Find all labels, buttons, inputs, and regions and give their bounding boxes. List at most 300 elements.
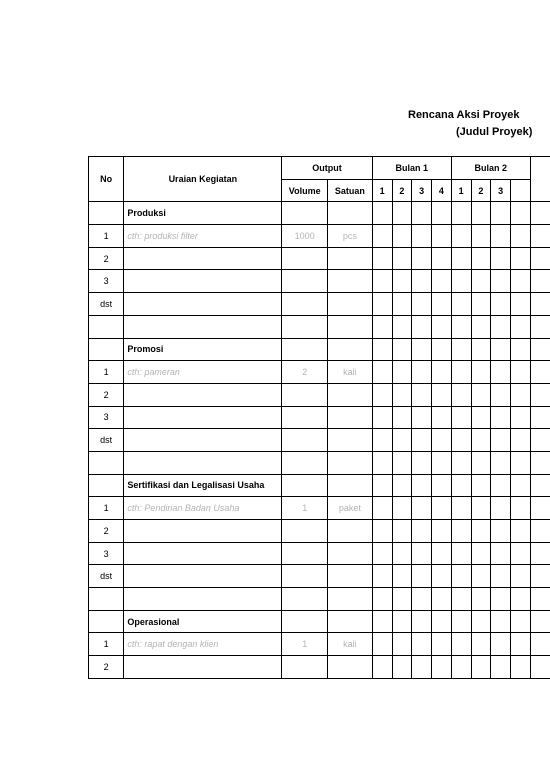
uraian-cell[interactable]	[124, 247, 282, 270]
schedule-cell[interactable]	[412, 315, 432, 338]
title-line-1: Rencana Aksi Proyek	[408, 109, 520, 121]
volume-cell[interactable]	[282, 315, 328, 338]
schedule-cell[interactable]	[491, 315, 511, 338]
spacer-row	[89, 315, 550, 338]
table-row	[89, 656, 550, 679]
table-header	[89, 157, 550, 202]
schedule-cell[interactable]	[471, 361, 491, 384]
no-cell[interactable]	[89, 338, 124, 361]
schedule-cell[interactable]	[412, 406, 432, 429]
schedule-cell[interactable]	[471, 633, 491, 656]
schedule-cell[interactable]	[412, 270, 432, 293]
schedule-cell[interactable]	[432, 542, 452, 565]
schedule-cell[interactable]	[471, 542, 491, 565]
schedule-cell[interactable]	[530, 542, 550, 565]
row-number: 2	[89, 383, 124, 406]
schedule-cell[interactable]	[471, 202, 491, 225]
row-number: 2	[89, 520, 124, 543]
schedule-cell[interactable]	[530, 293, 550, 316]
schedule-cell[interactable]	[491, 383, 511, 406]
schedule-cell[interactable]	[491, 293, 511, 316]
satuan-cell[interactable]	[328, 656, 373, 679]
schedule-cell[interactable]	[511, 315, 531, 338]
header-bulan-2: Bulan 2	[451, 157, 530, 180]
schedule-cell[interactable]	[530, 451, 550, 474]
schedule-cell[interactable]	[412, 542, 432, 565]
satuan-cell[interactable]	[328, 520, 373, 543]
schedule-cell[interactable]	[392, 406, 412, 429]
schedule-cell[interactable]	[511, 383, 531, 406]
schedule-cell[interactable]	[412, 247, 432, 270]
schedule-cell[interactable]	[511, 202, 531, 225]
satuan-cell[interactable]	[328, 451, 373, 474]
uraian-cell[interactable]	[124, 565, 282, 588]
schedule-cell[interactable]	[412, 497, 432, 520]
schedule-cell[interactable]	[412, 474, 432, 497]
schedule-cell[interactable]	[530, 383, 550, 406]
schedule-cell[interactable]	[392, 610, 412, 633]
header-satuan: Satuan	[328, 179, 373, 202]
schedule-cell[interactable]	[432, 610, 452, 633]
schedule-cell[interactable]	[451, 225, 471, 248]
schedule-cell[interactable]	[471, 406, 491, 429]
schedule-cell[interactable]	[392, 202, 412, 225]
table-row	[89, 542, 550, 565]
schedule-cell[interactable]	[530, 315, 550, 338]
volume-cell[interactable]	[282, 429, 328, 452]
schedule-cell[interactable]	[451, 610, 471, 633]
volume-cell[interactable]	[282, 588, 328, 611]
volume-cell[interactable]	[282, 520, 328, 543]
schedule-cell[interactable]	[372, 565, 392, 588]
schedule-cell[interactable]	[451, 497, 471, 520]
schedule-cell[interactable]	[471, 247, 491, 270]
header-row-1	[89, 157, 550, 180]
satuan-cell[interactable]	[328, 610, 373, 633]
schedule-cell[interactable]	[511, 633, 531, 656]
schedule-cell[interactable]	[451, 656, 471, 679]
satuan-cell[interactable]	[328, 202, 373, 225]
schedule-cell[interactable]	[451, 270, 471, 293]
schedule-cell[interactable]	[372, 633, 392, 656]
schedule-cell[interactable]	[491, 610, 511, 633]
schedule-cell[interactable]	[471, 429, 491, 452]
schedule-cell[interactable]	[432, 429, 452, 452]
row-number: dst	[89, 429, 124, 452]
uraian-cell[interactable]: cth: produksi filter	[124, 225, 282, 248]
volume-cell[interactable]	[282, 270, 328, 293]
schedule-cell[interactable]	[372, 315, 392, 338]
schedule-cell[interactable]	[491, 247, 511, 270]
schedule-cell[interactable]	[392, 315, 412, 338]
schedule-cell[interactable]	[511, 542, 531, 565]
schedule-cell[interactable]	[451, 361, 471, 384]
section-row	[89, 338, 550, 361]
row-number: 1	[89, 497, 124, 520]
no-cell[interactable]	[89, 588, 124, 611]
header-volume: Volume	[282, 179, 328, 202]
schedule-cell[interactable]	[432, 406, 452, 429]
satuan-cell[interactable]	[328, 338, 373, 361]
schedule-cell[interactable]	[372, 656, 392, 679]
schedule-cell[interactable]	[372, 338, 392, 361]
schedule-cell[interactable]	[372, 542, 392, 565]
schedule-cell[interactable]	[392, 565, 412, 588]
schedule-cell[interactable]	[491, 497, 511, 520]
schedule-cell[interactable]	[392, 429, 412, 452]
satuan-cell[interactable]	[328, 565, 373, 588]
header-week: 1	[372, 179, 392, 202]
table-row	[89, 383, 550, 406]
schedule-cell[interactable]	[432, 520, 452, 543]
volume-cell[interactable]	[282, 542, 328, 565]
schedule-cell[interactable]	[372, 610, 392, 633]
schedule-cell[interactable]	[511, 270, 531, 293]
schedule-cell[interactable]	[511, 451, 531, 474]
schedule-cell[interactable]	[471, 656, 491, 679]
volume-cell[interactable]	[282, 565, 328, 588]
volume-cell[interactable]	[282, 247, 328, 270]
schedule-cell[interactable]	[530, 610, 550, 633]
schedule-cell[interactable]	[471, 338, 491, 361]
volume-cell[interactable]: 2	[282, 361, 328, 384]
section-row	[89, 610, 550, 633]
uraian-cell[interactable]	[124, 383, 282, 406]
schedule-cell[interactable]	[392, 247, 412, 270]
volume-cell[interactable]	[282, 406, 328, 429]
schedule-cell[interactable]	[491, 451, 511, 474]
header-bulan-1: Bulan 1	[372, 157, 451, 180]
schedule-cell[interactable]	[511, 225, 531, 248]
schedule-cell[interactable]	[432, 247, 452, 270]
schedule-cell[interactable]	[530, 247, 550, 270]
schedule-cell[interactable]	[432, 565, 452, 588]
satuan-cell[interactable]: kali	[328, 361, 373, 384]
schedule-cell[interactable]	[372, 474, 392, 497]
schedule-cell[interactable]	[491, 429, 511, 452]
schedule-cell[interactable]	[451, 293, 471, 316]
table-row	[89, 225, 550, 248]
table-row	[89, 565, 550, 588]
schedule-cell[interactable]	[471, 474, 491, 497]
uraian-cell[interactable]	[124, 588, 282, 611]
schedule-cell[interactable]	[471, 270, 491, 293]
volume-cell[interactable]	[282, 293, 328, 316]
schedule-cell[interactable]	[432, 361, 452, 384]
table-row	[89, 293, 550, 316]
schedule-cell[interactable]	[432, 225, 452, 248]
uraian-cell[interactable]: cth: pameran	[124, 361, 282, 384]
schedule-cell[interactable]	[530, 633, 550, 656]
schedule-cell[interactable]	[412, 633, 432, 656]
schedule-cell[interactable]	[491, 542, 511, 565]
schedule-cell[interactable]	[471, 588, 491, 611]
schedule-cell[interactable]	[392, 293, 412, 316]
volume-cell[interactable]	[282, 656, 328, 679]
schedule-cell[interactable]	[530, 497, 550, 520]
satuan-cell[interactable]	[328, 315, 373, 338]
satuan-cell[interactable]	[328, 542, 373, 565]
section-title: Sertifikasi dan Legalisasi Usaha	[124, 474, 282, 497]
schedule-cell[interactable]	[392, 588, 412, 611]
satuan-cell[interactable]	[328, 429, 373, 452]
schedule-cell[interactable]	[412, 565, 432, 588]
schedule-cell[interactable]	[372, 497, 392, 520]
schedule-cell[interactable]	[372, 429, 392, 452]
satuan-cell[interactable]	[328, 474, 373, 497]
schedule-cell[interactable]	[432, 656, 452, 679]
uraian-cell[interactable]: cth: rapat dengan klien	[124, 633, 282, 656]
row-number: 3	[89, 406, 124, 429]
section-title: Operasional	[124, 610, 282, 633]
schedule-cell[interactable]	[491, 202, 511, 225]
schedule-cell[interactable]	[471, 383, 491, 406]
uraian-cell[interactable]	[124, 270, 282, 293]
uraian-cell[interactable]	[124, 520, 282, 543]
schedule-cell[interactable]	[511, 497, 531, 520]
schedule-cell[interactable]	[451, 202, 471, 225]
satuan-cell[interactable]: pcs	[328, 225, 373, 248]
schedule-cell[interactable]	[372, 202, 392, 225]
schedule-cell[interactable]	[451, 520, 471, 543]
row-number: dst	[89, 293, 124, 316]
schedule-cell[interactable]	[412, 610, 432, 633]
uraian-cell[interactable]	[124, 451, 282, 474]
schedule-cell[interactable]	[511, 520, 531, 543]
schedule-cell[interactable]	[372, 383, 392, 406]
schedule-cell[interactable]	[451, 474, 471, 497]
schedule-cell[interactable]	[530, 565, 550, 588]
uraian-cell[interactable]	[124, 656, 282, 679]
schedule-cell[interactable]	[451, 338, 471, 361]
schedule-cell[interactable]	[372, 270, 392, 293]
schedule-cell[interactable]	[432, 497, 452, 520]
schedule-cell[interactable]	[432, 293, 452, 316]
satuan-cell[interactable]	[328, 406, 373, 429]
schedule-cell[interactable]	[432, 474, 452, 497]
schedule-cell[interactable]	[511, 247, 531, 270]
schedule-cell[interactable]	[451, 633, 471, 656]
section-title: Promosi	[124, 338, 282, 361]
volume-cell[interactable]	[282, 474, 328, 497]
schedule-cell[interactable]	[530, 429, 550, 452]
schedule-cell[interactable]	[432, 338, 452, 361]
satuan-cell[interactable]	[328, 247, 373, 270]
section-title: Produksi	[124, 202, 282, 225]
schedule-cell[interactable]	[511, 610, 531, 633]
schedule-cell[interactable]	[412, 520, 432, 543]
table-row	[89, 429, 550, 452]
volume-cell[interactable]: 1000	[282, 225, 328, 248]
schedule-cell[interactable]	[372, 225, 392, 248]
schedule-cell[interactable]	[491, 520, 511, 543]
title-line-2: (Judul Proyek)	[456, 126, 533, 138]
schedule-cell[interactable]	[530, 270, 550, 293]
schedule-cell[interactable]	[432, 633, 452, 656]
schedule-cell[interactable]	[451, 383, 471, 406]
schedule-cell[interactable]	[491, 270, 511, 293]
schedule-cell[interactable]	[372, 247, 392, 270]
schedule-cell[interactable]	[412, 429, 432, 452]
schedule-cell[interactable]	[372, 588, 392, 611]
schedule-cell[interactable]	[491, 656, 511, 679]
row-number: 2	[89, 247, 124, 270]
schedule-cell[interactable]	[471, 225, 491, 248]
schedule-cell[interactable]	[372, 520, 392, 543]
schedule-cell[interactable]	[432, 383, 452, 406]
schedule-cell[interactable]	[432, 588, 452, 611]
no-cell[interactable]	[89, 315, 124, 338]
schedule-cell[interactable]	[491, 361, 511, 384]
schedule-cell[interactable]	[372, 293, 392, 316]
schedule-cell[interactable]	[530, 361, 550, 384]
schedule-cell[interactable]	[372, 361, 392, 384]
document-title	[300, 108, 550, 148]
schedule-cell[interactable]	[511, 338, 531, 361]
schedule-cell[interactable]	[432, 451, 452, 474]
header-overflow	[530, 157, 550, 202]
volume-cell[interactable]	[282, 202, 328, 225]
satuan-cell[interactable]: kali	[328, 633, 373, 656]
schedule-cell[interactable]	[491, 474, 511, 497]
schedule-cell[interactable]	[392, 451, 412, 474]
volume-cell[interactable]	[282, 338, 328, 361]
action-plan-table	[88, 156, 550, 679]
table-row	[89, 497, 550, 520]
schedule-cell[interactable]	[412, 338, 432, 361]
schedule-cell[interactable]	[432, 315, 452, 338]
volume-cell[interactable]	[282, 610, 328, 633]
schedule-cell[interactable]	[412, 383, 432, 406]
no-cell[interactable]	[89, 474, 124, 497]
uraian-cell[interactable]	[124, 406, 282, 429]
schedule-cell[interactable]	[491, 588, 511, 611]
schedule-cell[interactable]	[412, 293, 432, 316]
schedule-cell[interactable]	[451, 406, 471, 429]
schedule-cell[interactable]	[392, 656, 412, 679]
schedule-cell[interactable]	[511, 406, 531, 429]
row-number: 1	[89, 225, 124, 248]
schedule-cell[interactable]	[511, 656, 531, 679]
no-cell[interactable]	[89, 451, 124, 474]
table-body	[89, 202, 550, 678]
schedule-cell[interactable]	[412, 656, 432, 679]
schedule-cell[interactable]	[392, 361, 412, 384]
schedule-cell[interactable]	[511, 429, 531, 452]
satuan-cell[interactable]	[328, 383, 373, 406]
schedule-cell[interactable]	[392, 225, 412, 248]
schedule-cell[interactable]	[530, 406, 550, 429]
schedule-cell[interactable]	[491, 633, 511, 656]
schedule-cell[interactable]	[451, 542, 471, 565]
uraian-cell[interactable]	[124, 429, 282, 452]
schedule-cell[interactable]	[471, 520, 491, 543]
schedule-cell[interactable]	[530, 202, 550, 225]
schedule-cell[interactable]	[491, 565, 511, 588]
row-number: dst	[89, 565, 124, 588]
schedule-cell[interactable]	[412, 225, 432, 248]
schedule-cell[interactable]	[451, 451, 471, 474]
schedule-cell[interactable]	[491, 406, 511, 429]
row-number: 2	[89, 656, 124, 679]
satuan-cell[interactable]	[328, 270, 373, 293]
schedule-cell[interactable]	[511, 565, 531, 588]
schedule-cell[interactable]	[412, 361, 432, 384]
table-row	[89, 520, 550, 543]
schedule-cell[interactable]	[451, 315, 471, 338]
schedule-cell[interactable]	[491, 225, 511, 248]
schedule-cell[interactable]	[471, 565, 491, 588]
header-output: Output	[282, 157, 372, 180]
satuan-cell[interactable]: paket	[328, 497, 373, 520]
spacer-row	[89, 451, 550, 474]
schedule-cell[interactable]	[392, 520, 412, 543]
table-row	[89, 247, 550, 270]
schedule-cell[interactable]	[392, 474, 412, 497]
uraian-cell[interactable]	[124, 293, 282, 316]
schedule-cell[interactable]	[471, 315, 491, 338]
schedule-cell[interactable]	[451, 429, 471, 452]
section-row	[89, 474, 550, 497]
header-week: 3	[412, 179, 432, 202]
schedule-cell[interactable]	[451, 247, 471, 270]
schedule-cell[interactable]	[530, 474, 550, 497]
schedule-cell[interactable]	[451, 588, 471, 611]
satuan-cell[interactable]	[328, 588, 373, 611]
schedule-cell[interactable]	[471, 497, 491, 520]
schedule-cell[interactable]	[392, 383, 412, 406]
schedule-cell[interactable]	[372, 406, 392, 429]
no-cell[interactable]	[89, 610, 124, 633]
no-cell[interactable]	[89, 202, 124, 225]
schedule-cell[interactable]	[451, 565, 471, 588]
schedule-cell[interactable]	[530, 225, 550, 248]
schedule-cell[interactable]	[511, 361, 531, 384]
schedule-cell[interactable]	[412, 451, 432, 474]
schedule-cell[interactable]	[471, 610, 491, 633]
schedule-cell[interactable]	[511, 474, 531, 497]
uraian-cell[interactable]	[124, 542, 282, 565]
volume-cell[interactable]	[282, 383, 328, 406]
schedule-cell[interactable]	[511, 293, 531, 316]
uraian-cell[interactable]	[124, 315, 282, 338]
schedule-cell[interactable]	[392, 633, 412, 656]
satuan-cell[interactable]	[328, 293, 373, 316]
volume-cell[interactable]: 1	[282, 497, 328, 520]
schedule-cell[interactable]	[511, 588, 531, 611]
schedule-cell[interactable]	[491, 338, 511, 361]
schedule-cell[interactable]	[412, 202, 432, 225]
schedule-cell[interactable]	[432, 202, 452, 225]
schedule-cell[interactable]	[530, 656, 550, 679]
schedule-cell[interactable]	[530, 520, 550, 543]
schedule-cell[interactable]	[471, 293, 491, 316]
uraian-cell[interactable]: cth: Pendirian Badan Usaha	[124, 497, 282, 520]
schedule-cell[interactable]	[392, 338, 412, 361]
schedule-cell[interactable]	[530, 338, 550, 361]
header-week: 4	[432, 179, 452, 202]
schedule-cell[interactable]	[372, 451, 392, 474]
schedule-cell[interactable]	[530, 588, 550, 611]
schedule-cell[interactable]	[392, 270, 412, 293]
schedule-cell[interactable]	[412, 588, 432, 611]
schedule-cell[interactable]	[392, 542, 412, 565]
schedule-cell[interactable]	[471, 451, 491, 474]
volume-cell[interactable]	[282, 451, 328, 474]
volume-cell[interactable]: 1	[282, 633, 328, 656]
schedule-cell[interactable]	[432, 270, 452, 293]
schedule-cell[interactable]	[392, 497, 412, 520]
